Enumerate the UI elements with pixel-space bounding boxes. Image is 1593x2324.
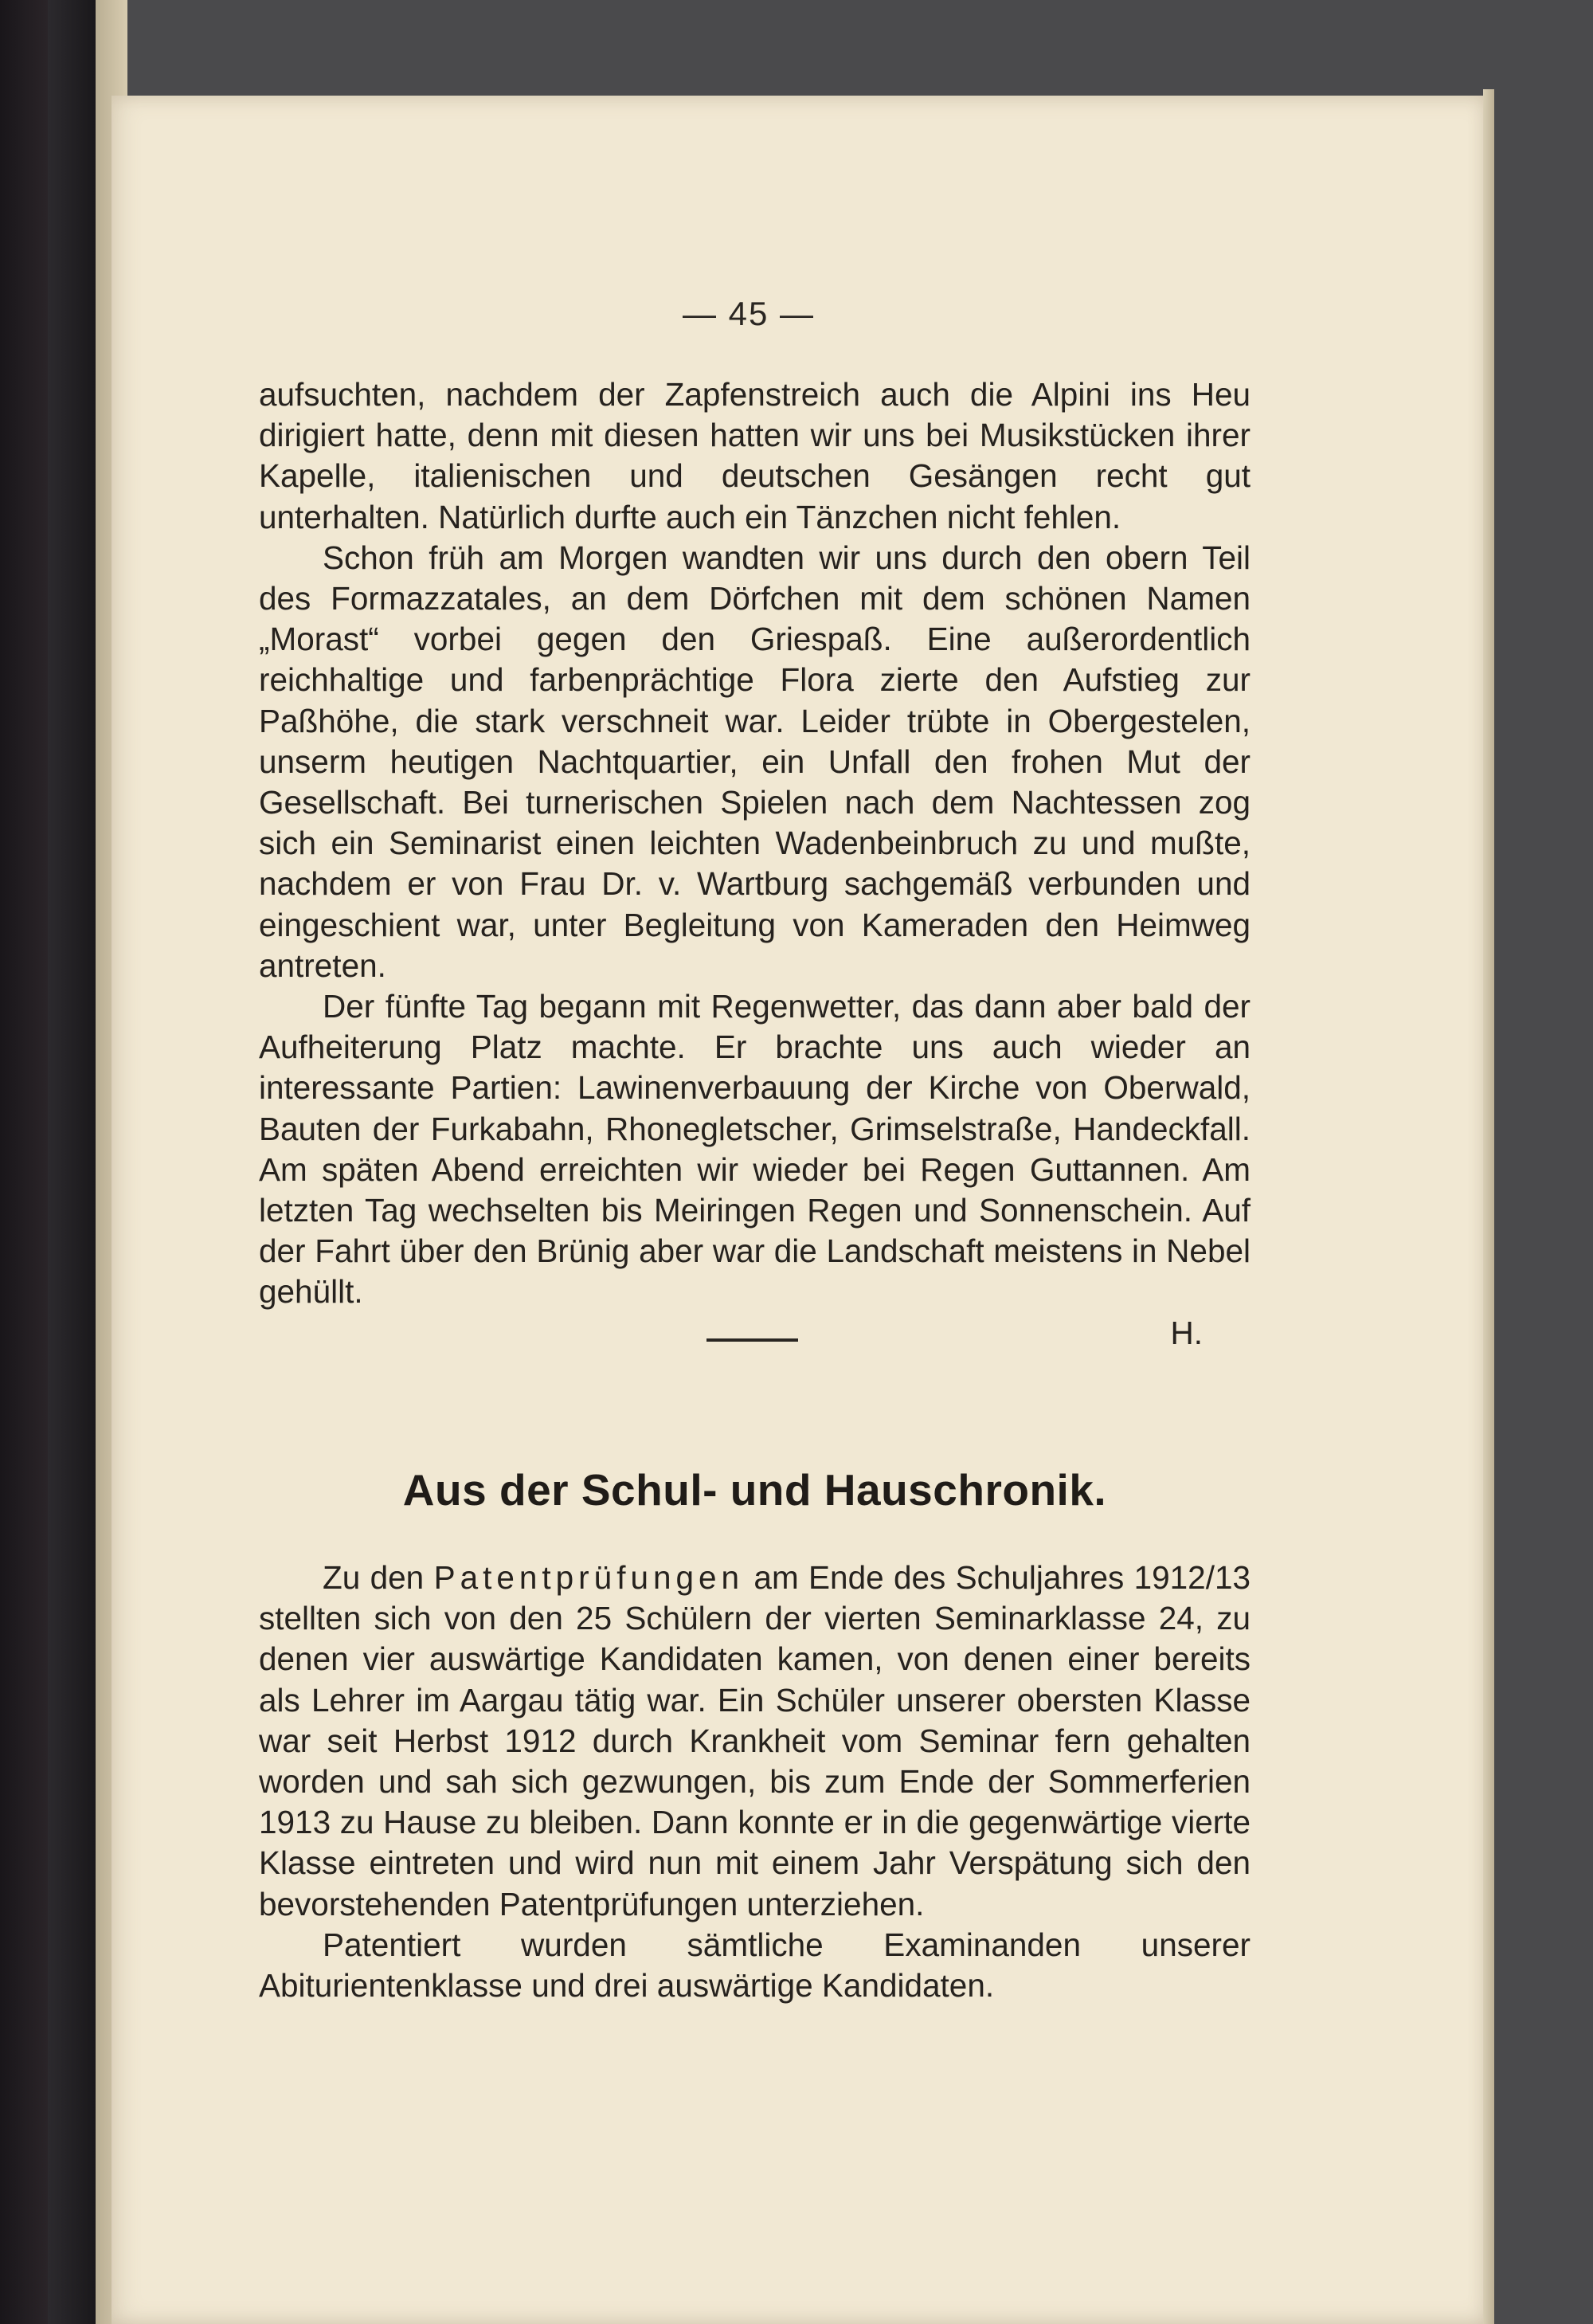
paragraph-start: Zu den (323, 1559, 425, 1596)
paragraph: aufsuchten, nachdem der Zapfenstreich auch die Alpini ins Heu dirigiert hatte, denn mit diesen hatten wir uns bei Musikstücken ihrer Kapelle, italienischen und deutschen Gesängen recht gut unterhalten. Natürlich durfte auch ein Tänzchen nicht fehlen. (259, 376, 1251, 535)
author-signature: H. (1170, 1314, 1203, 1351)
signature-line (259, 1313, 1251, 1354)
paragraph: Schon früh am Morgen wandten wir uns durch den obern Teil des Formazzatales, an dem Dörfchen mit dem schönen Namen „Morast“ vorbei gegen den Griespaß. Eine außerordentlich reichhaltige und farbenprächtige Flora zierte den Aufstieg zur Paßhöhe, die stark verschneit war. Leider trübte in Obergestelen, unserm heutigen Nachtquartier, ein Unfall den frohen Mut der Gesellschaft. Bei turnerischen Spielen nach dem Nachtessen zog sich ein Seminarist einen leichten Wadenbeinbruch zu und mußte, nachdem er von Frau Dr. v. Wartburg sachgemäß verbunden und eingeschient war, unter Begleitung von Kameraden den Heimweg antreten. (259, 539, 1251, 984)
page-stack-edge (1483, 89, 1494, 2324)
section-heading: Aus der Schul- und Hauschronik. (402, 1465, 1107, 1515)
page-number: — 45 — (682, 295, 816, 332)
paragraph-rest: am Ende des Schuljahres 1912/13 stellten sich von den 25 Schülern der vierten Seminarklasse 24, zu denen vier auswärtige Kandidaten kamen, von denen einer bereits als Lehrer im Aargau tätig war. Ein Schüler unserer obersten Klasse war seit Herbst 1912 durch Krankheit vom Seminar fern gehalten worden und sah sich gezwungen, bis zum Ende der Sommerferien 1913 zu Hause zu bleiben. Dann konnte er in die gegenwärtige vierte Klasse eintreten und wird nun mit einem Jahr Verspätung sich den bevorstehenden Patentprüfungen unterziehen. (259, 1559, 1251, 1922)
paragraph (259, 1558, 1251, 1925)
paragraph (259, 986, 1251, 1313)
section-divider (706, 1338, 798, 1342)
paragraph: Patentiert wurden sämtliche Examinanden unserer Abiturientenklasse und drei auswärtige Kandidaten. (259, 1926, 1251, 2005)
article-continuation (259, 374, 1251, 1354)
emphasized-term: Patentprüfungen (433, 1559, 745, 1596)
paragraph-text: Der fünfte Tag begann mit Regenwetter, das dann aber bald der Aufheiterung Platz machte. Er brachte uns auch wieder an interessante Partien: Lawinenverbauung der Kirche von Oberwald, Bauten der Furkabahn, Rhonegletscher, Grimselstraße, Handeckfall. Am späten Abend erreichten wir wieder bei Regen Guttannen. Am letzten Tag wechselten bis Meiringen Regen und Sonnenschein. Auf der Fahrt über den Brünig aber war die Landschaft meistens in Nebel gehüllt. (259, 988, 1251, 1311)
chronicle-text (259, 1558, 1251, 2006)
